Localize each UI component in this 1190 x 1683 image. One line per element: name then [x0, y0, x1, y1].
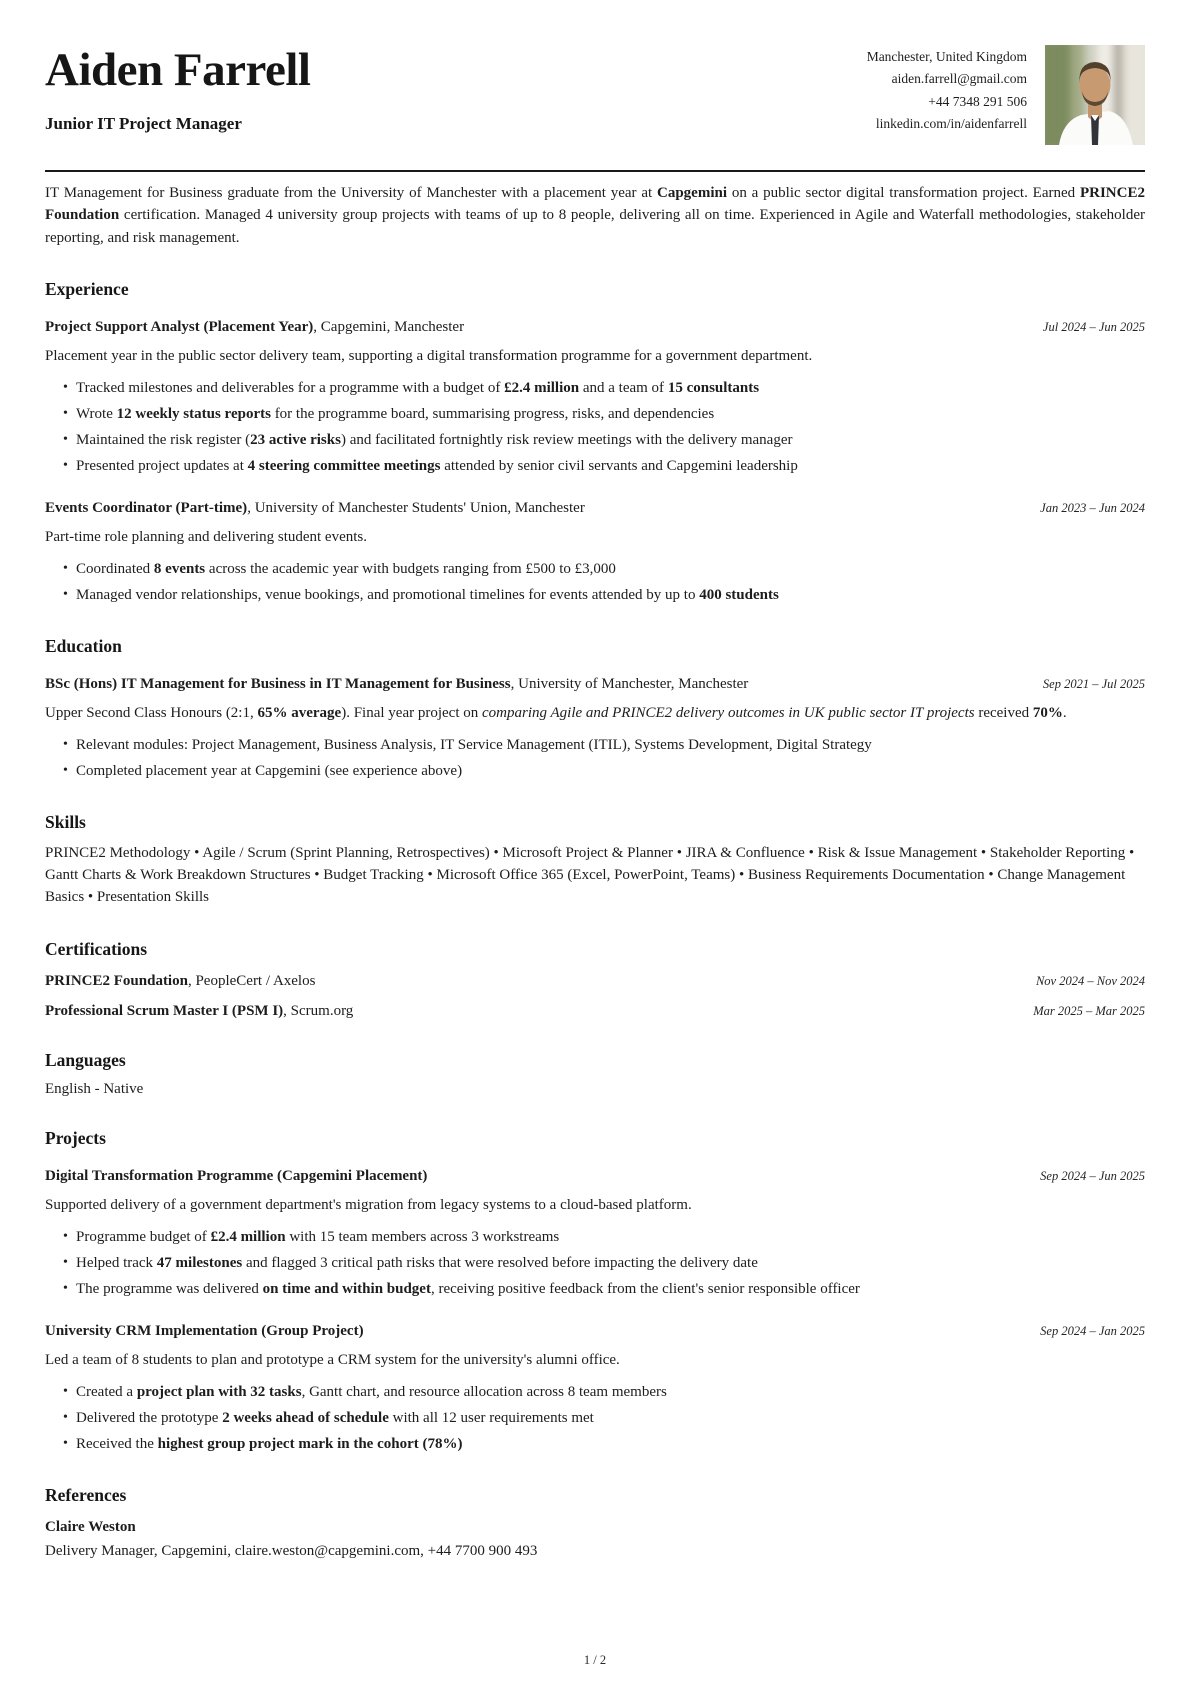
project-entry: [45, 1166, 1145, 1300]
section-heading-languages: Languages: [45, 1049, 126, 1070]
list-item: • Created a project plan with 32 tasks, Gantt chart, and resource allocation across 8 team members: [63, 1381, 1145, 1403]
person-name: Aiden Farrell: [45, 44, 311, 96]
header: [45, 40, 1145, 145]
section-heading-education: Education: [45, 636, 122, 657]
list-item: • Managed vendor relationships, venue bookings, and promotional timelines for events attended by up to 400 students: [63, 584, 1145, 606]
profile-photo: [1045, 45, 1145, 145]
entry-header: [45, 1321, 1145, 1342]
job-subtitle-text: , University of Manchester Students' Union, Manchester: [247, 500, 585, 517]
summary-paragraph: IT Management for Business graduate from the University of Manchester with a placement year at Capgemini on a public sector digital transformation project. Earned PRINCE2 Foundation certification. Managed 4 university group projects with teams of up to 8 people, delivering all on time. Experienced in Agile and Waterfall methodologies, stakeholder reporting, and risk management.: [45, 185, 1145, 246]
certification-row: [45, 973, 1145, 990]
entry-dates: Sep 2024 – Jan 2025: [1040, 1323, 1145, 1338]
entry-header: [45, 674, 1145, 695]
entry-dates: Sep 2024 – Jun 2025: [1040, 1168, 1145, 1183]
project-title-text: Digital Transformation Programme (Capgemini Placement): [45, 1167, 428, 1184]
contact-phone: +44 7348 291 506: [928, 93, 1027, 109]
entry-description: Upper Second Class Honours (2:1, 65% average). Final year project on comparing Agile and PRINCE2 delivery outcomes in UK public sector IT projects received 70%.: [45, 705, 1067, 722]
section-heading-references: References: [45, 1484, 127, 1505]
section-heading-certifications: Certifications: [45, 938, 148, 959]
entry-title: [45, 674, 748, 695]
page-number: 1 / 2: [583, 1653, 607, 1667]
entry-description: Supported delivery of a government department's migration from legacy systems to a cloud-based platform.: [45, 1196, 692, 1213]
section-heading-skills: Skills: [45, 812, 86, 833]
project-title-text: University CRM Implementation (Group Project): [45, 1322, 364, 1339]
list-item: • Relevant modules: Project Management, Business Analysis, IT Service Management (ITIL), Systems Development, Digital Strategy: [63, 734, 1145, 756]
list-item: • Presented project updates at 4 steering committee meetings attended by senior civil servants and Capgemini leadership: [63, 455, 1145, 477]
degree-subtitle-text: , University of Manchester, Manchester: [510, 676, 749, 693]
experience-entry: [45, 498, 1145, 606]
language-item: English - Native: [45, 1080, 144, 1097]
entry-title: [45, 1321, 364, 1342]
person-job-title: Junior IT Project Manager: [45, 113, 242, 133]
entry-dates: Jul 2024 – Jun 2025: [1042, 320, 1145, 335]
certification-issuer: , Scrum.org: [283, 1002, 354, 1019]
certification-name: PRINCE2 Foundation: [45, 972, 188, 989]
list-item: • The programme was delivered on time and within budget, receiving positive feedback from the client's senior responsible officer: [63, 1278, 1145, 1300]
bullet-list: [45, 1226, 1145, 1300]
entry-title: [45, 317, 464, 338]
entry-header: [45, 498, 1145, 519]
bullet-list: [45, 734, 1145, 782]
entry-title: [45, 1166, 427, 1187]
entry-dates: Sep 2021 – Jul 2025: [1042, 677, 1145, 692]
reference-detail: Delivery Manager, Capgemini, claire.weston@capgemini.com, +44 7700 900 493: [45, 1542, 538, 1559]
list-item: • Tracked milestones and deliverables for a programme with a budget of £2.4 million and a team of 15 consultants: [63, 377, 1145, 399]
list-item: • Maintained the risk register (23 active risks) and facilitated fortnightly risk review meetings with the delivery manager: [63, 429, 1145, 451]
bullet-list: [45, 1381, 1145, 1455]
list-item: • Completed placement year at Capgemini (see experience above): [63, 760, 1145, 782]
certification-row: [45, 1003, 1145, 1020]
job-title-text: Events Coordinator (Part-time): [45, 500, 248, 517]
section-heading-projects: Projects: [45, 1127, 106, 1148]
entry-description: Part-time role planning and delivering student events.: [45, 529, 368, 546]
education-entry: [45, 674, 1145, 782]
job-title-text: Project Support Analyst (Placement Year): [45, 319, 314, 336]
list-item: • Delivered the prototype 2 weeks ahead of schedule with all 12 user requirements met: [63, 1407, 1145, 1429]
header-identity: [45, 40, 847, 134]
experience-entry: [45, 317, 1145, 477]
contact-block: [867, 46, 1027, 136]
contact-linkedin: linkedin.com/in/aidenfarrell: [875, 116, 1027, 132]
list-item: • Received the highest group project mark in the cohort (78%): [63, 1433, 1145, 1455]
skills-paragraph: PRINCE2 Methodology • Agile / Scrum (Sprint Planning, Retrospectives) • Microsoft Project & Planner • JIRA & Confluence • Risk & Issue Management • Stakeholder Reporting • Gantt Charts & Work Breakdown Structures • Budget Tracking • Microsoft Office 365 (Excel, PowerPoint, Teams) • Business Requirements Documentation • Change Management Basics • Presentation Skills: [45, 845, 1135, 905]
entry-title: [45, 498, 585, 519]
entry-header: [45, 317, 1145, 338]
bullet-list: [45, 377, 1145, 477]
certification-dates: Nov 2024 – Nov 2024: [1035, 973, 1145, 988]
certification-name: Professional Scrum Master I (PSM I): [45, 1002, 284, 1019]
list-item: • Programme budget of £2.4 million with 15 team members across 3 workstreams: [63, 1226, 1145, 1248]
entry-description: Placement year in the public sector delivery team, supporting a digital transformation programme for a government department.: [45, 348, 813, 365]
header-divider: [45, 170, 1145, 172]
certification-issuer: , PeopleCert / Axelos: [187, 972, 316, 989]
entry-description: Led a team of 8 students to plan and prototype a CRM system for the university's alumni office.: [45, 1351, 620, 1368]
contact-email: aiden.farrell@gmail.com: [891, 71, 1027, 87]
certification-title: [45, 1003, 353, 1020]
list-item: • Helped track 47 milestones and flagged 3 critical path risks that were resolved before impacting the delivery date: [63, 1252, 1145, 1274]
reference-name: Claire Weston: [45, 1518, 136, 1535]
section-heading-experience: Experience: [45, 279, 129, 300]
certification-dates: Mar 2025 – Mar 2025: [1033, 1003, 1145, 1018]
bullet-list: [45, 558, 1145, 606]
project-entry: [45, 1321, 1145, 1455]
entry-dates: Jan 2023 – Jun 2024: [1040, 501, 1145, 516]
job-subtitle-text: , Capgemini, Manchester: [313, 319, 465, 336]
contact-location: Manchester, United Kingdom: [866, 49, 1027, 64]
certification-title: [45, 973, 315, 990]
degree-title-text: BSc (Hons) IT Management for Business in IT Management for Business: [45, 676, 511, 693]
list-item: • Wrote 12 weekly status reports for the programme board, summarising progress, risks, and dependencies: [63, 403, 1145, 425]
list-item: • Coordinated 8 events across the academic year with budgets ranging from £500 to £3,000: [63, 558, 1145, 580]
entry-header: [45, 1166, 1145, 1187]
